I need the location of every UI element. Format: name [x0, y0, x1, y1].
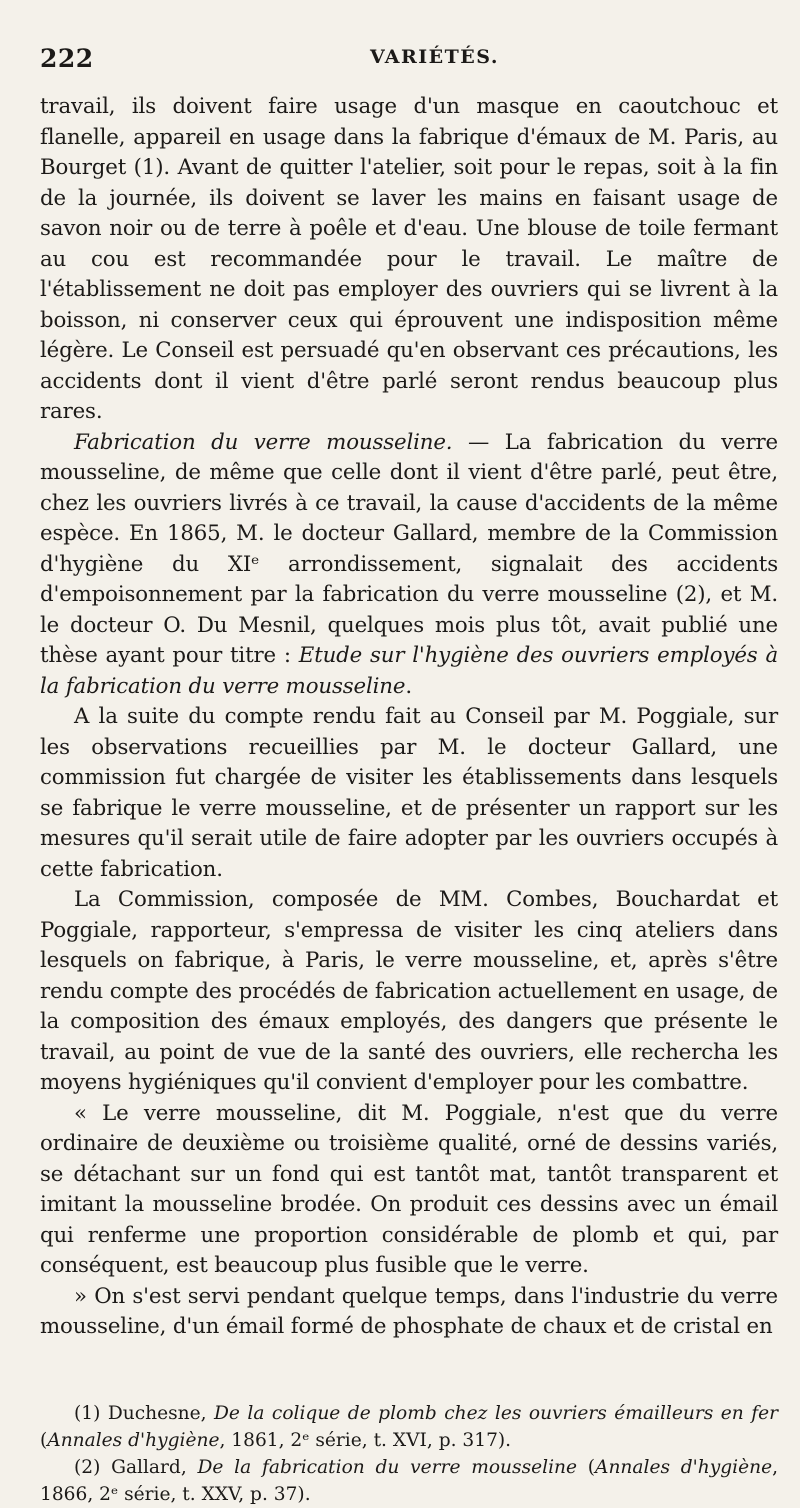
footnote-2-middle: (: [577, 1456, 596, 1478]
paragraph-4: La Commission, composée de MM. Combes, Bouchardat et Poggiale, rapporteur, s'empressa de visiter les cinq ateliers dans lesquels on fabrique, à Paris, le verre mousseline, et, après s'être rendu compte des procédés de fabrication actuellement en usage, de la composition des émaux employés, des dangers que présente le travail, au point de vue de la santé des ouvriers, elle rechercha les moyens hygiéniques qu'il convient d'employer pour les combattre.: [40, 887, 778, 1095]
footnote-1-suffix: , 1861, 2ᵉ série, t. XVI, p. 317).: [219, 1429, 512, 1451]
runin-heading: Fabrication du verre mousseline.: [74, 429, 453, 455]
running-head: [40, 36, 778, 92]
paragraph-3: A la suite du compte rendu fait au Conseil par M. Poggiale, sur les observations recueillies par M. le docteur Gallard, une commission fut chargée de visiter les établissements dans lesquels se fabrique le verre mousseline, et de présenter un rapport sur les mesures qu'il serait utile de faire adopter par les ouvriers occupés à cette fabrication.: [40, 704, 778, 882]
footnote-1: [40, 1400, 778, 1454]
footnote-2-prefix: (2) Gallard,: [74, 1456, 198, 1478]
footnote-2-suffix: , 1866, 2ᵉ série, t. XXV, p. 37).: [40, 1456, 779, 1505]
thesis-title: Etude sur l'hygiène des ouvriers employés à la fabrication du verre mousseline: [40, 643, 778, 699]
paragraph-5-quote: « Le verre mousseline, dit M. Poggiale, n'est que du verre ordinaire de deuxième ou troisième qualité, orné de dessins variés, se détachant sur un fond qui est tantôt mat, tantôt transparent et imitant la mousseline brodée. On produit ces dessins avec un émail qui renferme une proportion considérable de plomb et qui, par conséquent, est beaucoup plus fusible que le verre.: [40, 1100, 778, 1278]
footnote-1-prefix: (1) Duchesne,: [74, 1402, 215, 1424]
paragraph-2-text-b: .: [405, 673, 412, 699]
paragraph-1: travail, ils doivent faire usage d'un masque en caoutchouc et flanelle, appareil en usage dans la fabrique d'émaux de M. Paris, au Bourget (1). Avant de quitter l'atelier, soit pour le repas, soit à la fin de la journée, ils doivent se laver les mains en faisant usage de savon noir ou de terre à poêle et d'eau. Une blouse de toile fermant au cou est recommandée pour le travail. Le maître de l'établissement ne doit pas employer des ouvriers qui se livrent à la boisson, ni conserver ceux qui éprouvent une indisposition même légère. Le Conseil est persuadé qu'en observant ces précautions, les accidents dont il vient d'être parlé seront rendus beaucoup plus rares.: [40, 94, 778, 424]
footnotes: [40, 1400, 778, 1508]
section-title: VARIÉTÉS.: [370, 46, 499, 68]
footnote-1-title: De la colique de plomb chez les ouvriers émailleurs en fer: [214, 1402, 778, 1424]
footnote-2: [40, 1454, 778, 1508]
footnote-1-journal: Annales d'hygiène: [47, 1429, 220, 1451]
paragraph-2: [40, 428, 778, 703]
paragraph-6-quote: » On s'est servi pendant quelque temps, dans l'industrie du verre mousseline, d'un émail formé de phosphate de chaux et de cristal en: [40, 1283, 778, 1339]
footnote-2-title: De la fabrication du verre mousseline: [197, 1456, 577, 1478]
footnote-2-journal: Annales d'hygiène: [595, 1456, 773, 1478]
footnote-1-middle: (: [40, 1429, 48, 1451]
body-text: [40, 92, 778, 1343]
page-number: 222: [40, 44, 94, 73]
paragraph-2-text-a: — La fabrication du verre mousseline, de même que celle dont il vient d'être parlé, peut être, chez les ouvriers livrés à ce travail, la cause d'accidents de la même espèce. En 1865, M. le docteur Gallard, membre de la Commission d'hygiène du XIᵉ arrondissement, signalait des accidents d'empoisonnement par la fabrication du verre mousseline (2), et M. le docteur O. Du Mesnil, quelques mois plus tôt, avait publié une thèse ayant pour titre :: [40, 429, 778, 668]
